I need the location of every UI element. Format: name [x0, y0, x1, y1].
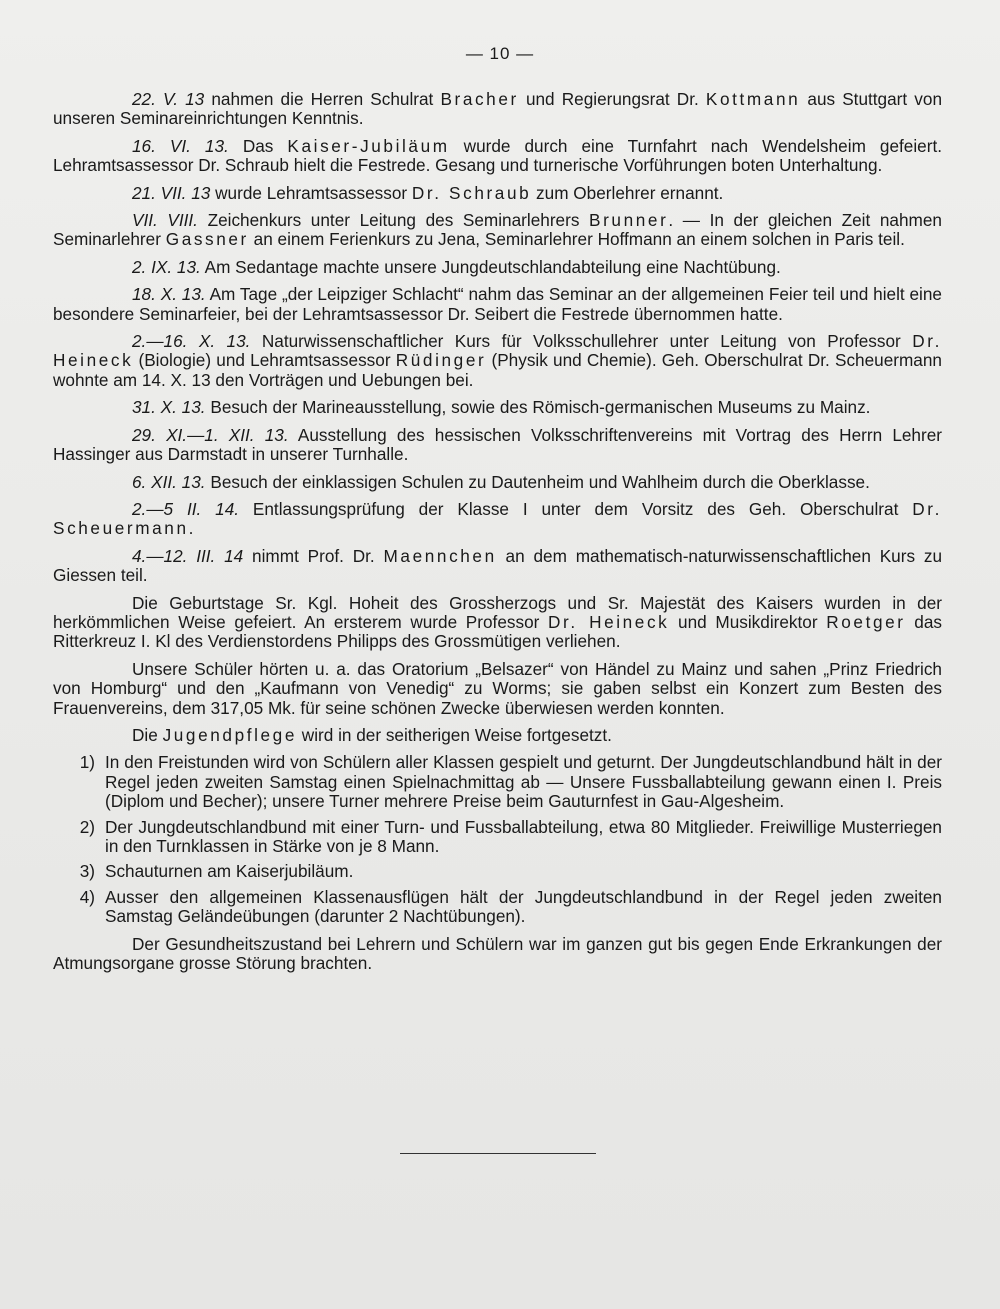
- entry-text: Zeichenkurs unter Leitung des Seminarlehrers: [197, 210, 590, 231]
- entry-name: Dr. Scheuermann: [53, 498, 942, 539]
- entry-name: Maennchen: [383, 545, 497, 566]
- entry-date: 31. X. 13.: [132, 397, 206, 418]
- entry-text: .: [188, 518, 194, 539]
- entry-text: und Regierungsrat Dr.: [518, 89, 706, 109]
- chronicle-entry: [53, 184, 942, 203]
- list-item-text: In den Freistunden wird von Schülern aller Klassen gespielt und geturnt. Der Jungdeutschlandbund hält in der Regel jeden zweiten Samstag einen Spielnachmittag ab — Unsere Fussballabteilung gewann einen I. Preis (Diplom und Becher); unsere Turner mehrere Preise beim Gauturnfest in Gau-Algesheim.: [105, 752, 942, 812]
- entry-text: Das: [228, 135, 288, 156]
- chronicle-entry: [53, 500, 942, 539]
- entry-name: Dr. Heineck: [548, 611, 670, 632]
- entry-text: nahmen die Herren Schulrat: [204, 89, 441, 109]
- entry-name: Gassner: [165, 229, 249, 250]
- entry-text: . — In der gleichen Zeit nahmen Seminarlehrer: [53, 210, 942, 250]
- entry-text: wurde durch eine Turnfahrt nach Wendelsheim gefeiert. Lehramtsassessor Dr. Schraub hielt die Festrede. Gesang und turnerische Vorführungen boten Unterhaltung.: [53, 135, 942, 176]
- closing-paragraph: Der Gesundheitszustand bei Lehrern und Schülern war im ganzen gut bis gegen Ende Erkrankungen der Atmungsorgane grosse Störung brachten.: [53, 933, 942, 974]
- entry-text: zum Oberlehrer ernannt.: [531, 182, 724, 203]
- entry-text: Naturwissenschaftlicher Kurs für Volksschullehrer unter Leitung von Professor: [250, 331, 913, 352]
- entry-text: Besuch der einklassigen Schulen zu Dautenheim und Wahlheim durch die Oberklasse.: [205, 471, 870, 492]
- page-number: — 10 —: [465, 44, 535, 63]
- entry-text: wurde Lehramtsassessor: [210, 182, 412, 203]
- youth-activities-list: [53, 753, 942, 926]
- list-item-text: Schauturnen am Kaiserjubiläum.: [105, 861, 354, 882]
- entry-date: 6. XII. 13.: [132, 471, 206, 492]
- entry-date: 2.—16. X. 13.: [132, 331, 251, 352]
- chronicle-entry: [53, 660, 942, 718]
- entry-date: 2.—5 II. 14.: [132, 498, 240, 519]
- entry-text: Ausstellung des hessischen Volksschriftenvereins mit Vortrag des Herrn Lehrer Hassinger aus Darmstadt in unserer Turnhalle.: [53, 424, 943, 465]
- entry-text: Am Tage „der Leipziger Schlacht“ nahm das Seminar an der allgemeinen Feier teil und hielt eine besondere Seminarfeier, bei der Lehramtsassessor Dr. Seibert die Festrede übernommen hatte.: [53, 284, 942, 324]
- entry-text: und Musikdirektor: [669, 611, 827, 632]
- list-item: [53, 862, 942, 881]
- chronicle-entry: [53, 473, 942, 492]
- chronicle-entry: [53, 594, 942, 652]
- entry-date: 18. X. 13.: [132, 284, 206, 305]
- entry-text: das Ritterkreuz I. Kl des Verdienstordens Philipps des Grossmütigen verliehen.: [53, 611, 942, 652]
- list-item-number: 2): [79, 816, 95, 837]
- entry-name: Rüdinger: [395, 350, 487, 371]
- entry-date: 2. IX. 13.: [132, 256, 201, 277]
- entry-text: Die Geburtstage Sr. Kgl. Hoheit des Grossherzogs und Sr. Majestät des Kaisers wurden in der herkömmlichen Weise gefeiert. An ersterem wurde Professor: [53, 592, 942, 632]
- entry-text: Die: [132, 724, 163, 745]
- entry-text: Besuch der Marineausstellung, sowie des Römisch-germanischen Museums zu Mainz.: [205, 397, 871, 418]
- list-item: [53, 818, 942, 857]
- entry-text: aus Stuttgart von unseren Seminareinrichtungen Kenntnis.: [53, 89, 943, 129]
- entry-text: (Physik und Chemie). Geh. Oberschulrat Dr. Scheuermann wohnte am 14. X. 13 den Vorträgen und Uebungen bei.: [53, 350, 942, 390]
- end-rule: [400, 1153, 596, 1154]
- entry-text: nimmt Prof. Dr.: [243, 545, 384, 566]
- entry-text: Am Sedantage machte unsere Jungdeutschlandabteilung eine Nachtübung.: [200, 256, 781, 277]
- chronicle-entry: [53, 426, 942, 465]
- chronicle-entry: [53, 726, 942, 745]
- entry-text: wird in der seitherigen Weise fortgesetzt.: [297, 724, 612, 745]
- entry-date: 4.—12. III. 14: [132, 545, 244, 566]
- entry-name: Brunner: [589, 210, 669, 231]
- entry-text: (Biologie) und Lehramtsassessor: [133, 350, 396, 371]
- list-item-number: 1): [79, 752, 95, 773]
- chronicle-entry: [53, 332, 942, 390]
- entry-name: Bracher: [440, 89, 519, 109]
- list-item-text: Ausser den allgemeinen Klassenausflügen hält der Jungdeutschlandbund in der Regel jeden zweiten Samstag Geländeübungen (darunter 2 Nachtübungen).: [105, 886, 942, 927]
- entry-name: Jugendpflege: [162, 724, 297, 745]
- entry-date: 16. VI. 13.: [132, 135, 229, 156]
- list-item-text: Der Jungdeutschlandbund mit einer Turn- und Fussballabteilung, etwa 80 Mitglieder. Freiwillige Musterriegen in den Turnklassen in Stärke von je 8 Mann.: [105, 816, 942, 856]
- entry-date: 22. V. 13: [132, 89, 205, 109]
- entry-name: Kaiser-Jubiläum: [287, 135, 450, 156]
- chronicle-entry: [53, 211, 942, 250]
- entry-date: VII. VIII.: [132, 210, 198, 231]
- chronicle-entry: [53, 258, 942, 277]
- list-item-number: 3): [79, 861, 95, 882]
- chronicle-entry: [53, 285, 942, 324]
- entry-name: Roetger: [826, 611, 906, 632]
- chronicle-entry: [53, 547, 942, 586]
- list-item: [53, 888, 942, 927]
- entry-text: Unsere Schüler hörten u. a. das Oratorium „Belsazer“ von Händel zu Mainz und sahen „Prinz Friedrich von Homburg“ und den „Kaufmann von Venedig“ zu Worms; sie gaben selbst ein Konzert zum Besten des Frauenvereins, dem 317,05 Mk. für seine schönen Zwecke überwiesen werden konnten.: [53, 658, 942, 718]
- entry-date: 21. VII. 13: [132, 182, 211, 203]
- chronicle-entries: [53, 90, 942, 745]
- entry-text: an einem Ferienkurs zu Jena, Seminarlehrer Hoffmann an einem solchen in Paris teil.: [248, 229, 905, 250]
- document-body: [53, 90, 942, 981]
- list-item: [53, 753, 942, 811]
- entry-name: Dr. Schraub: [411, 182, 532, 203]
- entry-date: 29. XI.—1. XII. 13.: [132, 424, 289, 445]
- chronicle-entry: [53, 137, 942, 176]
- chronicle-entry: [53, 90, 942, 129]
- chronicle-entry: [53, 398, 942, 417]
- entry-name: Dr. Heineck: [53, 331, 942, 371]
- list-item-number: 4): [79, 886, 95, 907]
- entry-text: Entlassungsprüfung der Klasse I unter dem Vorsitz des Geh. Oberschulrat: [239, 498, 913, 519]
- entry-text: an dem mathematisch-naturwissenschaftlichen Kurs zu Giessen teil.: [53, 545, 942, 586]
- entry-name: Kottmann: [705, 89, 801, 109]
